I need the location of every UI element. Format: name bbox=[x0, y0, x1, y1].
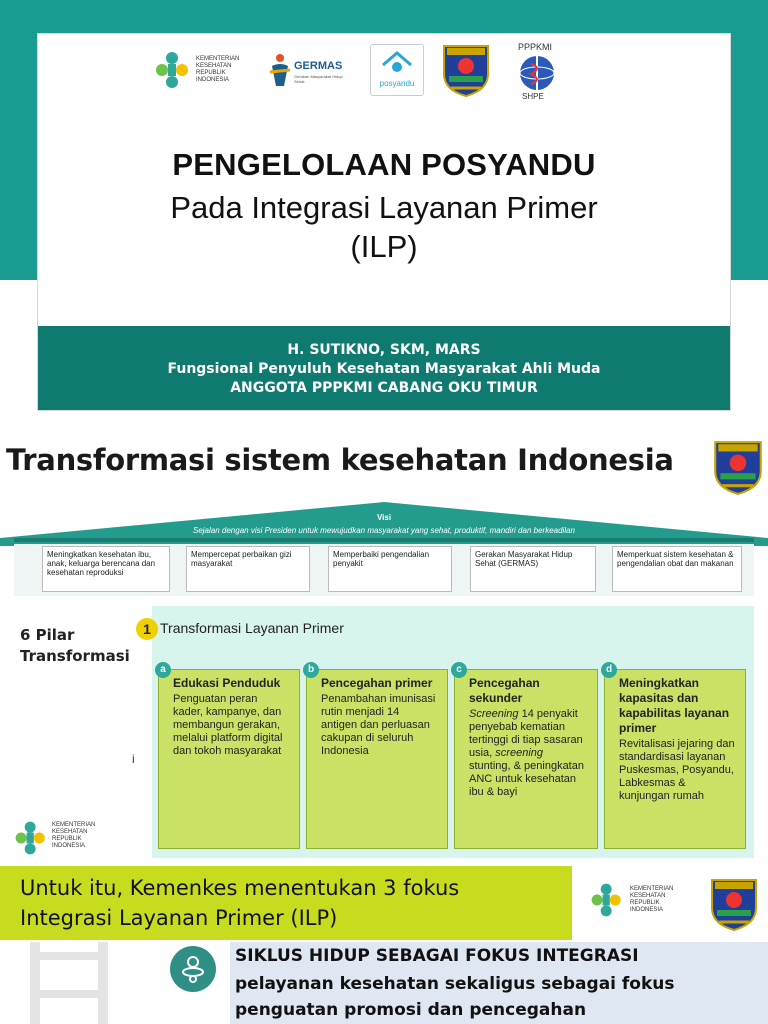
card-body bbox=[469, 708, 587, 799]
kemenkes-text-line: KESEHATAN bbox=[52, 829, 88, 835]
pillar-marker: i bbox=[132, 752, 135, 766]
pillar-label bbox=[20, 625, 130, 667]
goal-box-4: Gerakan Masyarakat Hidup Sehat (GERMAS) bbox=[470, 546, 596, 592]
slide3-line1: Untuk itu, Kemenkes menentukan 3 fokus bbox=[20, 876, 460, 900]
card-body-emphasis: Screening bbox=[469, 708, 519, 720]
pppkmi-label: PPPKMI bbox=[518, 42, 553, 52]
card-body: Penambahan imunisasi rutin menjadi 14 antigen dan perluasan cakupan di seluruh Indonesia bbox=[321, 693, 436, 757]
kemenkes-text-line: INDONESIA bbox=[196, 77, 230, 83]
kemenkes-text-line: KESEHATAN bbox=[196, 63, 232, 69]
card-body: Revitalisasi jejaring dan standardisasi layanan Puskesmas, Posyandu, Labkesmas & kunjungan rumah bbox=[619, 738, 735, 802]
kemenkes-text-line: REPUBLIK bbox=[196, 70, 226, 76]
germas-figure-icon bbox=[268, 52, 292, 88]
card-body-part: 14 penyakit penyebab kematian tertinggi di tiap sasaran usia, bbox=[469, 708, 583, 759]
goal-box-2: Mempercepat perbaikan gizi masyarakat bbox=[186, 546, 310, 592]
regency-shield-logo-slide3 bbox=[708, 876, 760, 937]
card-body-part: stunting, & peningkatan ANC untuk kesehatan ibu & bayi bbox=[469, 760, 584, 798]
kemenkes-logo-slide2 bbox=[12, 818, 102, 862]
regency-shield-logo bbox=[441, 42, 491, 103]
slide1-title: PENGELOLAAN POSYANDU bbox=[172, 147, 596, 182]
posyandu-label: posyandu bbox=[379, 79, 415, 88]
pillar-label-line2: Transformasi bbox=[20, 647, 130, 665]
shpe-label: SHPE bbox=[522, 92, 544, 101]
pppkmi-logo bbox=[512, 42, 562, 102]
ladder-decoration bbox=[24, 942, 114, 1024]
goal-box-5: Memperkuat sistem kesehatan & pengendalian obat dan makanan bbox=[612, 546, 742, 592]
kemenkes-emblem-icon bbox=[152, 48, 196, 92]
kemenkes-text-line: REPUBLIK bbox=[630, 900, 660, 906]
card-letter-badge: d bbox=[601, 662, 617, 678]
focus-line3: penguatan promosi dan pencegahan bbox=[235, 1000, 587, 1020]
kemenkes-text-line: INDONESIA bbox=[52, 843, 86, 849]
author-band bbox=[38, 326, 730, 410]
kemenkes-text-line: KEMENTERIAN bbox=[196, 56, 240, 62]
author-name: H. SUTIKNO, SKM, MARS bbox=[287, 342, 481, 358]
regency-shield-logo-small bbox=[712, 438, 764, 501]
author-role: Fungsional Penyuluh Kesehatan Masyarakat Ahli Muda bbox=[167, 361, 601, 377]
kemenkes-text-line: REPUBLIK bbox=[52, 836, 82, 842]
focus-title: SIKLUS HIDUP SEBAGAI FOKUS INTEGRASI bbox=[235, 946, 639, 966]
slide2-title: Transformasi sistem kesehatan Indonesia bbox=[6, 443, 674, 477]
pillar-card-c bbox=[454, 664, 598, 849]
shield-emblem-icon bbox=[441, 42, 491, 98]
kemenkes-text-line: KESEHATAN bbox=[630, 893, 666, 899]
card-heading: Pencegahan primer bbox=[321, 676, 433, 690]
kemenkes-text-line: KEMENTERIAN bbox=[52, 822, 96, 828]
shield-emblem-icon bbox=[712, 438, 764, 496]
goal-box-1: Meningkatkan kesehatan ibu, anak, keluarga berencana dan kesehatan reproduksi bbox=[42, 546, 170, 592]
card-body-emphasis: screening bbox=[495, 747, 543, 759]
ilp-number-badge: 1 bbox=[136, 618, 158, 640]
kemenkes-logo-slide3 bbox=[588, 880, 698, 924]
roof-title: Visi bbox=[376, 513, 392, 522]
card-letter-badge: a bbox=[155, 662, 171, 678]
pillar-label-line1: 6 Pilar bbox=[20, 626, 75, 644]
card-letter-badge: c bbox=[451, 662, 467, 678]
roof-text: Sejalan dengan visi Presiden untuk mewujudkan masyarakat yang sehat, produktif, mandiri dan berkeadilan bbox=[192, 526, 575, 535]
card-heading: Meningkatkan kapasitas dan kapabilitas layanan primer bbox=[619, 676, 730, 735]
slide1-subtitle-line1: Pada Integrasi Layanan Primer bbox=[170, 190, 598, 225]
kemenkes-emblem-icon bbox=[588, 880, 628, 920]
pillar-card-d bbox=[604, 664, 746, 849]
posyandu-house-icon bbox=[371, 45, 423, 79]
goal-box-3: Memperbaiki pengendalian penyakit bbox=[328, 546, 452, 592]
ilp-heading: Transformasi Layanan Primer bbox=[160, 620, 344, 636]
kemenkes-text-line: KEMENTERIAN bbox=[630, 886, 674, 892]
card-heading: Pencegahan sekunder bbox=[469, 676, 540, 705]
germas-logo bbox=[268, 52, 348, 92]
globe-caduceus-icon bbox=[514, 54, 560, 92]
slide3-title-bar bbox=[0, 866, 572, 940]
pacifier-icon bbox=[170, 946, 216, 992]
pacifier-glyph-icon bbox=[170, 946, 216, 992]
focus-line2: pelayanan kesehatan sekaligus sebagai fokus bbox=[235, 974, 675, 994]
kemenkes-text-line: INDONESIA bbox=[630, 907, 664, 913]
pillar-card-a bbox=[158, 664, 300, 849]
shield-emblem-icon bbox=[708, 876, 760, 932]
slide1-subtitle-line2: (ILP) bbox=[350, 229, 418, 264]
card-body: Penguatan peran kader, kampanye, dan membangun gerakan, melalui platform digital dan tokoh masyarakat bbox=[173, 693, 283, 757]
card-heading: Edukasi Penduduk bbox=[173, 676, 281, 690]
germas-label: GERMAS bbox=[294, 60, 343, 72]
germas-sub: Gerakan Masyarakat Hidup Sehat bbox=[294, 74, 343, 84]
posyandu-logo bbox=[370, 44, 424, 96]
kemenkes-emblem-icon bbox=[12, 818, 52, 858]
author-org: ANGGOTA PPPKMI CABANG OKU TIMUR bbox=[230, 380, 538, 396]
kemenkes-logo bbox=[152, 48, 242, 92]
card-letter-badge: b bbox=[303, 662, 319, 678]
slide3-line2: Integrasi Layanan Primer (ILP) bbox=[20, 906, 338, 930]
pillar-card-b bbox=[306, 664, 448, 849]
